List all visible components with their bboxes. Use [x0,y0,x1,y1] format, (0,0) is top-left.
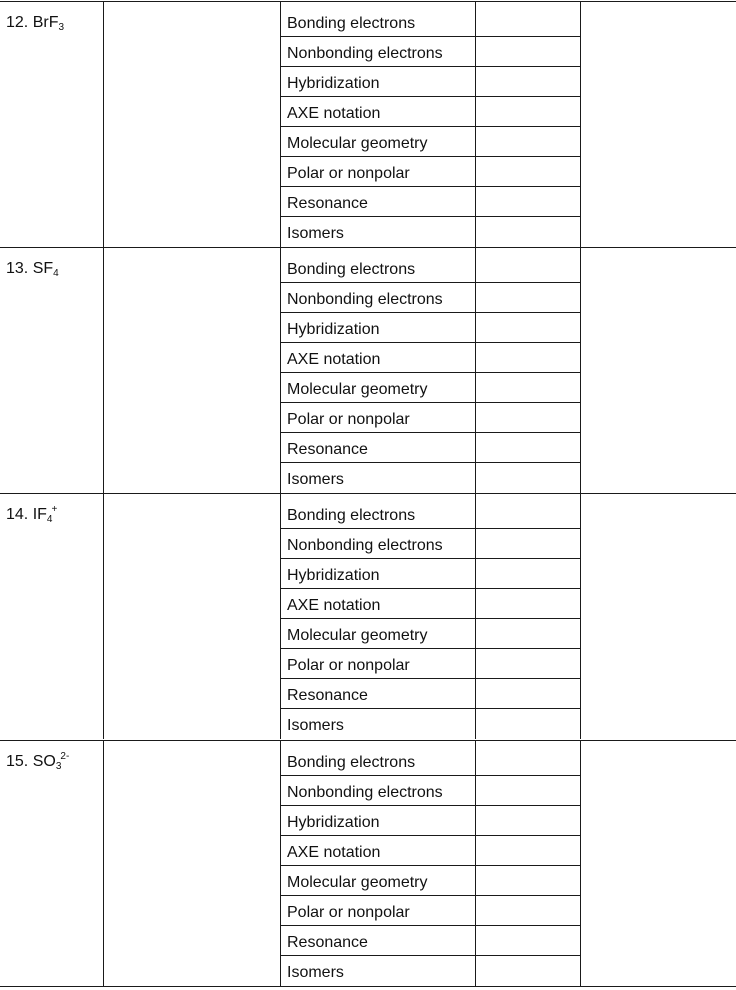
property-label: Hybridization [287,75,380,92]
notes-cell[interactable] [581,493,736,738]
answer-cell[interactable] [476,7,580,36]
formula-base: SO [32,753,56,770]
property-row [281,926,580,956]
structure-cell[interactable] [104,247,280,492]
answer-cell[interactable] [476,313,580,342]
compound-number: 12. [6,14,29,31]
formula-charge: + [51,504,58,515]
formula-subscript: 4 [46,514,53,525]
answer-cell[interactable] [476,679,580,708]
property-row [281,529,580,559]
answer-cell[interactable] [476,746,580,775]
formula-base: BrF [32,14,59,31]
formula-subscript: 4 [53,268,59,279]
answer-cell[interactable] [476,836,580,865]
answer-cell[interactable] [476,499,580,528]
property-label: Molecular geometry [287,627,428,644]
property-list [281,746,580,985]
formula-base: SF [32,260,54,277]
answer-cell[interactable] [476,97,580,126]
compound-block [0,247,736,493]
structure-cell[interactable] [104,493,280,738]
property-label: Polar or nonpolar [287,411,410,428]
answer-cell[interactable] [476,433,580,462]
answer-cell[interactable] [476,866,580,895]
compound-label [6,259,58,279]
answer-cell[interactable] [476,956,580,985]
structure-cell[interactable] [104,740,280,985]
property-row [281,343,580,373]
answer-cell[interactable] [476,187,580,216]
answer-cell[interactable] [476,559,580,588]
property-label: AXE notation [287,597,381,614]
property-row [281,589,580,619]
formula-subscript: 3 [55,761,62,772]
property-label: Bonding electrons [287,754,416,771]
answer-cell[interactable] [476,776,580,805]
property-row [281,709,580,738]
property-row [281,187,580,217]
property-label: Isomers [287,717,344,734]
property-list [281,499,580,738]
answer-cell[interactable] [476,403,580,432]
property-label: Isomers [287,225,344,242]
row-divider [0,986,736,987]
property-row [281,433,580,463]
compound-block [0,1,736,247]
answer-cell[interactable] [476,67,580,96]
compound-block [0,493,736,739]
property-row [281,679,580,709]
answer-cell[interactable] [476,283,580,312]
formula-charge: 2- [60,751,70,762]
property-label: Bonding electrons [287,15,416,32]
property-row [281,283,580,313]
property-row [281,806,580,836]
answer-cell[interactable] [476,589,580,618]
property-row [281,127,580,157]
property-row [281,896,580,926]
property-label: Resonance [287,687,368,704]
notes-cell[interactable] [581,1,736,246]
property-label: Nonbonding electrons [287,291,443,308]
compound-block [0,740,736,986]
property-label: Polar or nonpolar [287,165,410,182]
property-row [281,253,580,283]
property-label: Resonance [287,195,368,212]
property-label: AXE notation [287,844,381,861]
property-row [281,746,580,776]
answer-cell[interactable] [476,649,580,678]
answer-cell[interactable] [476,926,580,955]
compound-number: 15. [6,753,29,770]
answer-cell[interactable] [476,896,580,925]
notes-cell[interactable] [581,740,736,985]
property-label: Isomers [287,964,344,981]
compound-label [6,13,63,33]
property-label: Hybridization [287,321,380,338]
property-row [281,37,580,67]
property-row [281,217,580,246]
property-row [281,7,580,37]
property-row [281,463,580,492]
property-row [281,649,580,679]
property-label: Hybridization [287,814,380,831]
answer-cell[interactable] [476,529,580,558]
property-label: Nonbonding electrons [287,537,443,554]
answer-cell[interactable] [476,619,580,648]
property-label: Nonbonding electrons [287,45,443,62]
answer-cell[interactable] [476,157,580,186]
answer-cell[interactable] [476,343,580,372]
answer-cell[interactable] [476,217,580,246]
property-row [281,619,580,649]
property-row [281,836,580,866]
notes-cell[interactable] [581,247,736,492]
answer-cell[interactable] [476,709,580,738]
answer-cell[interactable] [476,127,580,156]
compound-number: 14. [6,506,29,523]
property-label: Isomers [287,471,344,488]
answer-cell[interactable] [476,373,580,402]
property-label: Polar or nonpolar [287,657,410,674]
answer-cell[interactable] [476,253,580,282]
property-row [281,559,580,589]
property-label: Hybridization [287,567,380,584]
property-label: Resonance [287,441,368,458]
property-row [281,776,580,806]
property-label: Nonbonding electrons [287,784,443,801]
property-row [281,67,580,97]
property-row [281,97,580,127]
compound-number: 13. [6,260,29,277]
property-row [281,157,580,187]
property-label: AXE notation [287,351,381,368]
formula-subscript: 3 [58,22,65,33]
answer-cell[interactable] [476,806,580,835]
property-label: Bonding electrons [287,261,416,278]
property-label: Molecular geometry [287,381,428,398]
property-label: Bonding electrons [287,507,416,524]
answer-cell[interactable] [476,463,580,492]
property-label: AXE notation [287,105,381,122]
property-row [281,499,580,529]
property-row [281,313,580,343]
formula-base: IF [32,506,47,523]
answer-cell[interactable] [476,37,580,66]
property-label: Resonance [287,934,368,951]
structure-cell[interactable] [104,1,280,246]
property-label: Molecular geometry [287,135,428,152]
property-row [281,403,580,433]
compound-label [6,752,69,772]
property-list [281,253,580,492]
property-row [281,373,580,403]
property-row [281,956,580,985]
property-label: Polar or nonpolar [287,904,410,921]
property-list [281,7,580,246]
compound-label [6,505,57,525]
property-row [281,866,580,896]
property-label: Molecular geometry [287,874,428,891]
